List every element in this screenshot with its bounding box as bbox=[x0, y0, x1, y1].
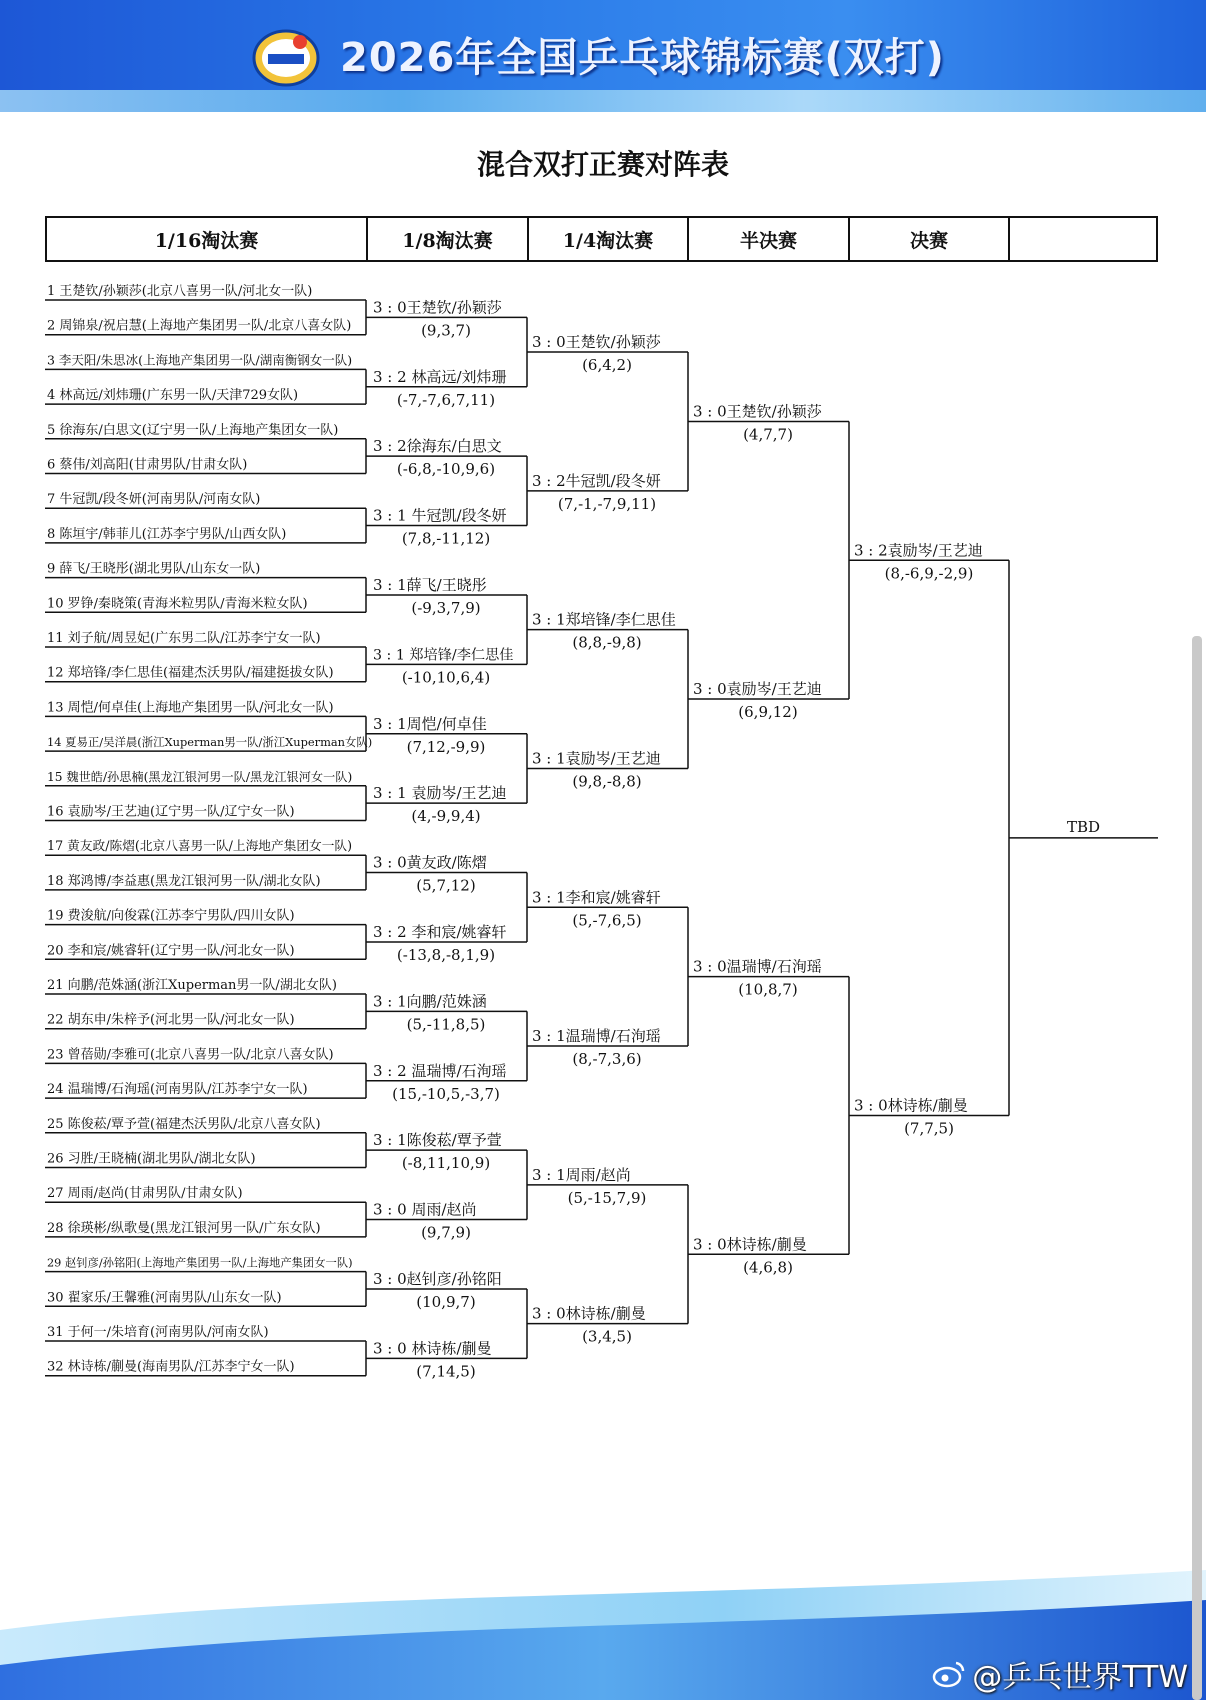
r16-result: 3 : 2 林高远/刘炜珊 bbox=[373, 367, 507, 386]
r16-scores: (7,14,5) bbox=[416, 1362, 476, 1381]
r16-scores: (5,-11,8,5) bbox=[406, 1015, 486, 1034]
qf-result: 3 : 1温瑞博/石洵瑶 bbox=[532, 1027, 661, 1046]
round-header-qf: 1/4淘汰赛 bbox=[529, 218, 689, 260]
page-title: 混合双打正赛对阵表 bbox=[476, 148, 729, 181]
entry-label: 3 李天阳/朱思冰(上海地产集团男一队/湖南衡钢女一队) bbox=[47, 352, 353, 368]
entry-label: 13 周恺/何卓佳(上海地产集团男一队/河北女一队) bbox=[47, 700, 334, 716]
entry-label: 2 周锦泉/祝启慧(上海地产集团男一队/北京八喜女队) bbox=[47, 318, 352, 334]
entry-label: 7 牛冠凯/段冬妍(河南男队/河南女队) bbox=[47, 492, 261, 508]
sf-result: 3 : 0袁励岑/王艺迪 bbox=[693, 680, 822, 699]
scrollbar[interactable] bbox=[1192, 636, 1202, 1700]
r16-result: 3 : 1 郑培锋/李仁思佳 bbox=[373, 647, 514, 664]
entry-label: 12 郑培锋/李仁思佳(福建杰沃男队/福建挺拔女队) bbox=[47, 665, 334, 681]
entry-label: 32 林诗栋/蒯曼(海南男队/江苏李宁女一队) bbox=[47, 1359, 295, 1375]
round-header-r16: 1/8淘汰赛 bbox=[368, 218, 529, 260]
r16-scores: (-7,-7,6,7,11) bbox=[396, 390, 496, 409]
round-header-sf: 半决赛 bbox=[689, 218, 850, 260]
champion-label: TBD bbox=[1066, 817, 1101, 836]
r16-result: 3 : 1陈俊菘/覃予萱 bbox=[373, 1131, 502, 1150]
qf-scores: (8,8,-9,8) bbox=[572, 633, 642, 652]
entry-label: 30 翟家乐/王馨雅(河南男队/山东女一队) bbox=[47, 1290, 282, 1306]
entry-label: 11 刘子航/周昱妃(广东男二队/江苏李宁女一队) bbox=[47, 631, 321, 646]
entry-label: 24 温瑞博/石洵瑶(河南男队/江苏李宁女一队) bbox=[47, 1082, 308, 1098]
watermark-text: @乒乓世界TTW bbox=[972, 1660, 1188, 1695]
entry-label: 23 曾蓓勋/李雅可(北京八喜男一队/北京八喜女队) bbox=[47, 1047, 334, 1063]
header-title: 2026年全国乒乓球锦标赛(双打) bbox=[340, 35, 945, 81]
r16-scores: (4,-9,9,4) bbox=[411, 807, 481, 826]
r16-scores: (-9,3,7,9) bbox=[411, 598, 481, 617]
r16-result: 3 : 0王楚钦/孙颖莎 bbox=[373, 298, 502, 317]
r16-scores: (9,3,7) bbox=[421, 321, 471, 340]
r16-scores: (-6,8,-10,9,6) bbox=[396, 460, 496, 479]
entry-label: 5 徐海东/白思文(辽宁男一队/上海地产集团女一队) bbox=[47, 422, 339, 438]
sf-result: 3 : 0王楚钦/孙颖莎 bbox=[693, 402, 822, 421]
weibo-icon bbox=[932, 1660, 966, 1688]
qf-scores: (5,-7,6,5) bbox=[572, 911, 642, 930]
r16-scores: (7,8,-11,12) bbox=[401, 529, 491, 548]
watermark bbox=[932, 1652, 1188, 1696]
qf-result: 3 : 2牛冠凯/段冬妍 bbox=[532, 471, 661, 490]
r16-scores: (15,-10,5,-3,7) bbox=[392, 1084, 500, 1103]
entry-label: 27 周雨/赵尚(甘肃男队/甘肃女队) bbox=[47, 1186, 243, 1202]
entry-label: 29 赵钊彦/孙铭阳(上海地产集团男一队/上海地产集团女一队) bbox=[47, 1256, 353, 1270]
entry-label: 10 罗铮/秦晓策(青海米粒男队/青海米粒女队) bbox=[47, 596, 308, 612]
entry-label: 4 林高远/刘炜珊(广东男一队/天津729女队) bbox=[47, 388, 299, 404]
final-scores: (8,-6,9,-2,9) bbox=[884, 564, 974, 583]
qf-scores: (7,-1,-7,9,11) bbox=[557, 494, 657, 513]
r16-scores: (-13,8,-8,1,9) bbox=[396, 945, 496, 964]
sf-scores: (10,8,7) bbox=[738, 980, 798, 999]
final-result: 3 : 0林诗栋/蒯曼 bbox=[854, 1096, 968, 1115]
r16-result: 3 : 1周恺/何卓佳 bbox=[373, 714, 487, 733]
qf-scores: (9,8,-8,8) bbox=[572, 772, 642, 791]
entry-label: 22 胡东申/朱梓予(河北男一队/河北女一队) bbox=[47, 1012, 295, 1028]
entry-label: 18 郑鸿博/李益惠(黑龙江银河男一队/湖北女队) bbox=[47, 873, 321, 889]
r16-scores: (9,7,9) bbox=[421, 1223, 471, 1242]
qf-scores: (6,4,2) bbox=[582, 356, 632, 375]
qf-result: 3 : 1袁励岑/王艺迪 bbox=[532, 749, 661, 768]
entry-label: 28 徐瑛彬/纵歌曼(黑龙江银河男一队/广东女队) bbox=[47, 1220, 321, 1236]
entry-label: 17 黄友政/陈熠(北京八喜男一队/上海地产集团女一队) bbox=[47, 838, 353, 854]
entry-label: 26 习胜/王晓楠(湖北男队/湖北女队) bbox=[47, 1151, 256, 1167]
round-header-final: 决赛 bbox=[850, 218, 1010, 260]
r16-scores: (7,12,-9,9) bbox=[406, 737, 486, 756]
entry-label: 1 王楚钦/孙颖莎(北京八喜男一队/河北女一队) bbox=[47, 284, 313, 299]
sf-result: 3 : 0温瑞博/石洵瑶 bbox=[693, 957, 822, 976]
entry-label: 15 魏世皓/孙思楠(黑龙江银河男一队/黑龙江银河女一队) bbox=[47, 769, 353, 784]
entry-label: 8 陈垣宇/韩菲儿(江苏李宁男队/山西女队) bbox=[47, 526, 287, 542]
entry-label: 6 蔡伟/刘高阳(甘肃男队/甘肃女队) bbox=[47, 457, 248, 473]
entry-label: 31 于何一/朱培育(河南男队/河南女队) bbox=[47, 1325, 269, 1340]
r16-result: 3 : 0 林诗栋/蒯曼 bbox=[373, 1339, 492, 1358]
round-header-r32: 1/16淘汰赛 bbox=[47, 218, 368, 260]
sf-scores: (6,9,12) bbox=[738, 703, 798, 722]
r16-result: 3 : 2徐海东/白思文 bbox=[373, 437, 502, 456]
r16-scores: (10,9,7) bbox=[416, 1292, 476, 1311]
qf-result: 3 : 1周雨/赵尚 bbox=[532, 1165, 631, 1184]
r16-result: 3 : 1向鹏/范姝涵 bbox=[373, 992, 487, 1011]
r16-result: 3 : 0黄友政/陈熠 bbox=[373, 853, 487, 872]
entry-label: 16 袁励岑/王艺迪(辽宁男一队/辽宁女一队) bbox=[47, 804, 295, 820]
r16-result: 3 : 1 牛冠凯/段冬妍 bbox=[373, 506, 507, 525]
qf-scores: (3,4,5) bbox=[582, 1327, 632, 1346]
entry-label: 25 陈俊菘/覃予萱(福建杰沃男队/北京八喜女队) bbox=[47, 1116, 321, 1132]
qf-result: 3 : 0王楚钦/孙颖莎 bbox=[532, 333, 661, 352]
entry-label: 20 李和宸/姚睿轩(辽宁男一队/河北女一队) bbox=[47, 943, 295, 959]
entry-label: 21 向鹏/范姝涵(浙江Xuperman男一队/湖北女队) bbox=[47, 978, 337, 993]
r16-result: 3 : 1薛飞/王晓彤 bbox=[373, 575, 487, 594]
entry-label: 14 夏易正/吴洋晨(浙江Xuperman男一队/浙江Xuperman女队) bbox=[47, 735, 373, 750]
final-result: 3 : 2袁励岑/王艺迪 bbox=[854, 541, 983, 560]
entry-label: 9 薛飞/王晓彤(湖北男队/山东女一队) bbox=[47, 561, 261, 577]
qf-result: 3 : 0林诗栋/蒯曼 bbox=[532, 1304, 646, 1323]
qf-result: 3 : 1李和宸/姚睿轩 bbox=[532, 888, 661, 907]
r16-scores: (5,7,12) bbox=[416, 876, 476, 895]
qf-scores: (5,-15,7,9) bbox=[567, 1188, 647, 1207]
sf-scores: (4,7,7) bbox=[743, 425, 793, 444]
qf-result: 3 : 1郑培锋/李仁思佳 bbox=[532, 610, 676, 629]
r16-scores: (-10,10,6,4) bbox=[401, 668, 491, 687]
r16-result: 3 : 2 李和宸/姚睿轩 bbox=[373, 922, 507, 941]
r16-result: 3 : 0 周雨/赵尚 bbox=[373, 1200, 477, 1219]
final-scores: (7,7,5) bbox=[904, 1119, 954, 1138]
r16-result: 3 : 2 温瑞博/石洵瑶 bbox=[373, 1061, 507, 1080]
qf-scores: (8,-7,3,6) bbox=[572, 1050, 642, 1069]
entry-label: 19 费浚航/向俊霖(江苏李宁男队/四川女队) bbox=[47, 908, 295, 924]
sf-scores: (4,6,8) bbox=[743, 1258, 793, 1277]
sf-result: 3 : 0林诗栋/蒯曼 bbox=[693, 1235, 807, 1254]
r16-scores: (-8,11,10,9) bbox=[401, 1154, 491, 1173]
r16-result: 3 : 1 袁励岑/王艺迪 bbox=[373, 784, 507, 803]
r16-result: 3 : 0赵钊彦/孙铭阳 bbox=[373, 1269, 502, 1288]
